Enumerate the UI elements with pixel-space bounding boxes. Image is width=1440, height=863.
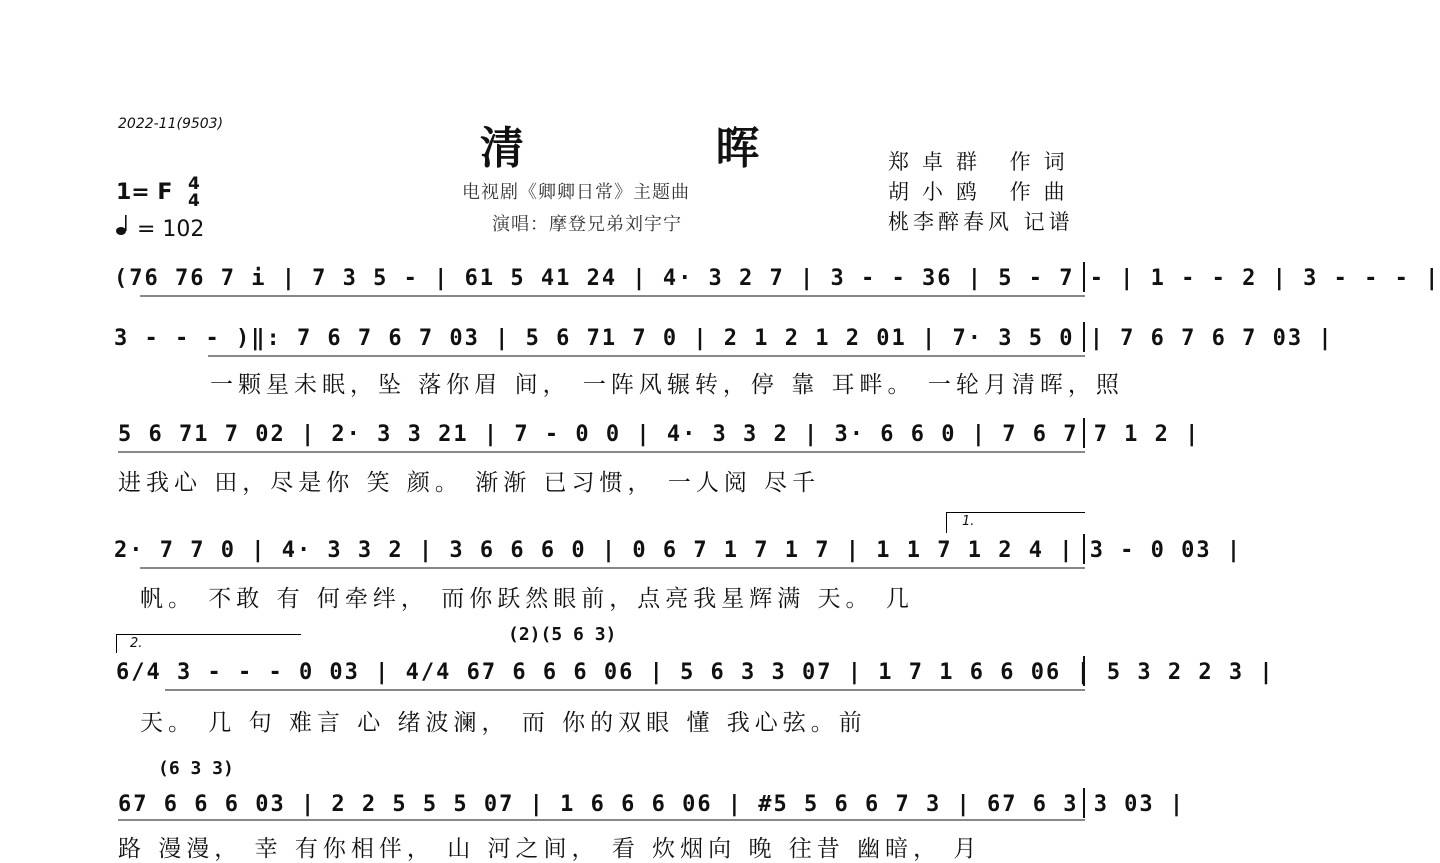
composer-credit: 胡小鸥 作曲: [888, 180, 1078, 204]
notation-line-6: 67 6 6 6 03 | 2 2 5 5 5 07 | 1 6 6 6 06 | #5 5 6 6 7 3 | 67 6 3 3 03 |: [118, 792, 1186, 817]
first-ending-label: 1.: [962, 514, 975, 529]
lyrics-line-6: 路 漫漫， 幸 有你相伴， 山 河之间， 看 炊烟向 晚 往昔 幽暗， 月: [118, 836, 982, 862]
alt-notes-annotation-1: (2)(5 6 3): [508, 624, 617, 645]
lyrics-line-4: 帆。 不敢 有 何牵绊， 而你跃然眼前，点亮我星辉满 天。 几: [140, 586, 914, 612]
time-signature-bottom: 4: [188, 191, 200, 211]
alt-notes-annotation-2: (6 3 3): [158, 758, 234, 779]
time-signature-top: 4: [188, 174, 200, 194]
key-signature: 1= F: [116, 180, 173, 205]
second-ending-label: 2.: [130, 636, 143, 651]
song-title: 清 晖: [480, 123, 848, 174]
lyricist-credit: 郑卓群 作词: [888, 150, 1078, 174]
lyrics-line-3: 进我心 田，尽是你 笑 颜。 渐渐 已习惯， 一人阅 尽千: [118, 470, 821, 496]
second-ending-bracket: [116, 634, 301, 653]
notation-line-5: 6/4 3 - - - 0 03 | 4/4 67 6 6 6 06 | 5 6 3 3 07 | 1 7 1 6 6 06 | 5 3 2 2 3 |: [116, 660, 1275, 685]
notation-line-4: 2· 7 7 0 | 4· 3 3 2 | 3 6 6 6 0 | 0 6 7 1 7 1 7 | 1 1 7 1 2 4 | 3 - 0 03 |: [114, 538, 1243, 563]
song-subtitle: 电视剧《卿卿日常》主题曲: [462, 182, 690, 203]
lyrics-line-5: 天。 几 句 难言 心 绪波澜， 而 你的双眼 懂 我心弦。前: [140, 710, 867, 736]
lyrics-line-2: 一颗星未眠，坠 落你眉 间， 一阵风辗转，停 靠 耳畔。 一轮月清晖，照: [210, 372, 1124, 398]
singer-credit: 演唱：摩登兄弟刘宇宁: [492, 214, 682, 235]
transcriber-credit: 桃李醉春风 记谱: [888, 210, 1074, 234]
date-code: 2022-11(9503): [118, 116, 224, 132]
notation-line-2: 3 - - - )‖: 7 6 7 6 7 03 | 5 6 71 7 0 | 2 1 2 1 2 01 | 7· 3 5 0 | 7 6 7 6 7 03 |: [114, 326, 1334, 351]
tempo-value: = 102: [137, 217, 205, 242]
notation-line-1: (76 76 7 i | 7 3 5 - | 61 5 41 24 | 4· 3 2 7 | 3 - - 36 | 5 - 7 - | 1 - - 2 | 3 - - - |: [114, 266, 1440, 291]
notation-line-3: 5 6 71 7 02 | 2· 3 3 21 | 7 - 0 0 | 4· 3 3 2 | 3· 6 6 0 | 7 6 7 7 1 2 |: [118, 422, 1201, 447]
